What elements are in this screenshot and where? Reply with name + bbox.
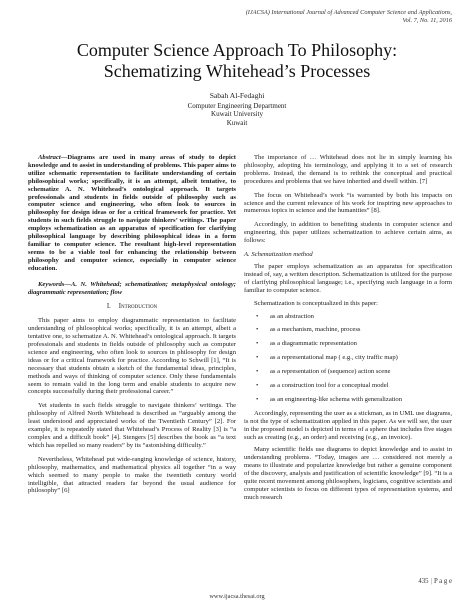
bullet-item: • as an engineering-like schema with generalization xyxy=(244,396,452,404)
right-column xyxy=(244,154,452,507)
author-name: Sabah Al-Fedaghi xyxy=(209,91,265,100)
abstract xyxy=(28,154,236,273)
bullet-list xyxy=(244,313,452,404)
author-block xyxy=(24,92,450,127)
paragraph: The focus on Whitehead’s work “is warranted by both his impacts on science and the current relevance of his work for inspiring new approaches to numerous topics in science and the humanities” [8]. xyxy=(244,191,452,215)
keywords xyxy=(28,281,236,297)
page-number-value: 435 xyxy=(418,578,429,585)
paragraph: Yet students in such fields struggle to navigate thinkers’ writings. The philosophy of Alfred North Whitehead is described as “arguably among the least understood and appreciated works of the Twentieth Century” [2]. For example, it is repeatedly stated that Whitehead’s Process of Reality [3] is “a complex and a difficult book” [4]. Stengers [5] describes the book as “a text which has repelled so many readers” by its “astonishing difficulty.” xyxy=(28,402,236,449)
bullet-item: • as a diagrammatic representation xyxy=(244,340,452,348)
section-heading-introduction xyxy=(28,303,236,311)
page-number xyxy=(418,578,452,585)
bullet-item: • as an abstraction xyxy=(244,313,452,321)
paragraph: The paper employs schematization as an apparatus for specification instead of, say, a written description. Schematization is utilized for the purpose of clarifying philosophical language; i.e., specifying such language in a form familiar to computer science. xyxy=(244,262,452,294)
page-separator: | xyxy=(430,578,432,585)
paragraph: Nevertheless, Whitehead put wide-ranging knowledge of science, history, philosophy, mathematics, and mathematical physics all together “in a way which seemed to many people to make the twentieth century world intelligible, that attracted readers far beyond the usual audience for philosophy” [6] xyxy=(28,455,236,495)
journal-url: www.ijacsa.thesai.org xyxy=(209,593,265,600)
author-department: Computer Engineering Department xyxy=(187,101,287,110)
journal-header xyxy=(132,9,452,25)
author-country: Kuwait xyxy=(226,118,248,127)
abstract-text: —Diagrams are used in many areas of study to depict knowledge and to assist in understanding of problems. This paper aims to utilize schematic representation to facilitate understanding of certain philosophical works; specifically, it is an attempt, albeit tentative, to schematize A. N. Whitehead’s ontological approach. It targets professionals and students in fields outside of philosophy such as computer science and engineering, who often look to sources in philosophy for design ideas or for a critical framework for practice. Yet students in such fields struggle to navigate thinkers’ writings. The paper employs schematization as an apparatus of specification for clarifying philosophical language by describing philosophical ideas in a form familiar to computer science. The resultant high-level representation seems to be a viable tool for enhancing the relationship between philosophy and computer science, especially in computer science education. xyxy=(28,154,236,272)
paper-title-line-2: Schematizing Whitehead’s Processes xyxy=(103,61,371,81)
section-number: I. xyxy=(106,303,111,311)
paper-title xyxy=(24,40,450,82)
bullet-item: • as a construction tool for a conceptual model xyxy=(244,382,452,390)
bullet-item: • as a representational map ( e.g., city traffic map) xyxy=(244,354,452,362)
paragraph: Accordingly, representing the user as a stickman, as in UML use diagrams, is not the type of schematization applied in this paper. As we will see, the user in the proposed model is depicted in terms of a sphere that includes five stages such as creating (e.g., an order) and receiving (e.g., an invoice). xyxy=(244,409,452,441)
page-word: P a g e xyxy=(433,578,452,585)
author-university: Kuwait University xyxy=(211,110,263,119)
subsection-label: A. xyxy=(244,251,250,259)
paper-title-line-1: Computer Science Approach To Philosophy: xyxy=(76,40,398,60)
subsection-heading-schematization xyxy=(244,251,452,259)
paragraph: Schematization is conceptualized in this paper: xyxy=(254,299,378,307)
paragraph: Many scientific fields use diagrams to depict knowledge and to assist in understanding problems. “Today, images are … considered not merely a means to illustrate and popularize knowledge but rather a genuine component of the discovery, analysis and justification of scientific knowledge” [9]. “It is a quite recent movement among philosophers, logicians, cognitive scientists and computer scientists to focus on different types of representation systems, and much research xyxy=(244,446,452,501)
paragraph: This paper aims to employ diagrammatic representation to facilitate understanding of philosophical works; specifically, it is an attempt, albeit a tentative one, to schematize A. N. Whitehead’s ontological approach. It targets professionals and students in fields outside of philosophy such as computer science and engineering, who often look to sources in philosophy for design ideas or for a critical framework for practice. According to Schwill [1], “It is necessary that students obtain a sketch of the fundamental ideas, principles, methods and ways of thinking of computer science. Only these fundamentals seem to remain valid in the long term and enable students to acquire new concepts successfully during their professional career.” xyxy=(28,317,236,396)
journal-volume: Vol. 7, No. 11, 2016 xyxy=(402,17,452,24)
subsection-title: Schematization method xyxy=(251,251,313,259)
section-title: Introduction xyxy=(118,303,158,311)
keywords-lead: Keywords xyxy=(38,280,65,288)
paragraph: Accordingly, in addition to benefiting students in computer science and engineering, this paper utilizes schematization to achieve certain aims, as follows: xyxy=(244,221,452,245)
left-column xyxy=(28,154,236,501)
bullet-item: • as a representation of (sequence) action scene xyxy=(244,368,452,376)
keywords-text: —A. N. Whitehead; schematization; metaphysical ontology; diagrammatic representation; flow xyxy=(28,280,236,296)
bullet-item: • as a mechanism, machine, process xyxy=(244,326,452,334)
block-quote: The importance of … Whitehead does not lie in simply learning his philosophy, adopting his terminology, and applying it to a set of research problems. Instead, the demand is to rethink the conceptual and practical procedures and problems that we have inherited and dwell within. [7] xyxy=(244,154,452,185)
journal-name: (IJACSA) International Journal of Advanced Computer Science and Applications, xyxy=(245,9,452,16)
abstract-lead: Abstract xyxy=(38,154,61,161)
